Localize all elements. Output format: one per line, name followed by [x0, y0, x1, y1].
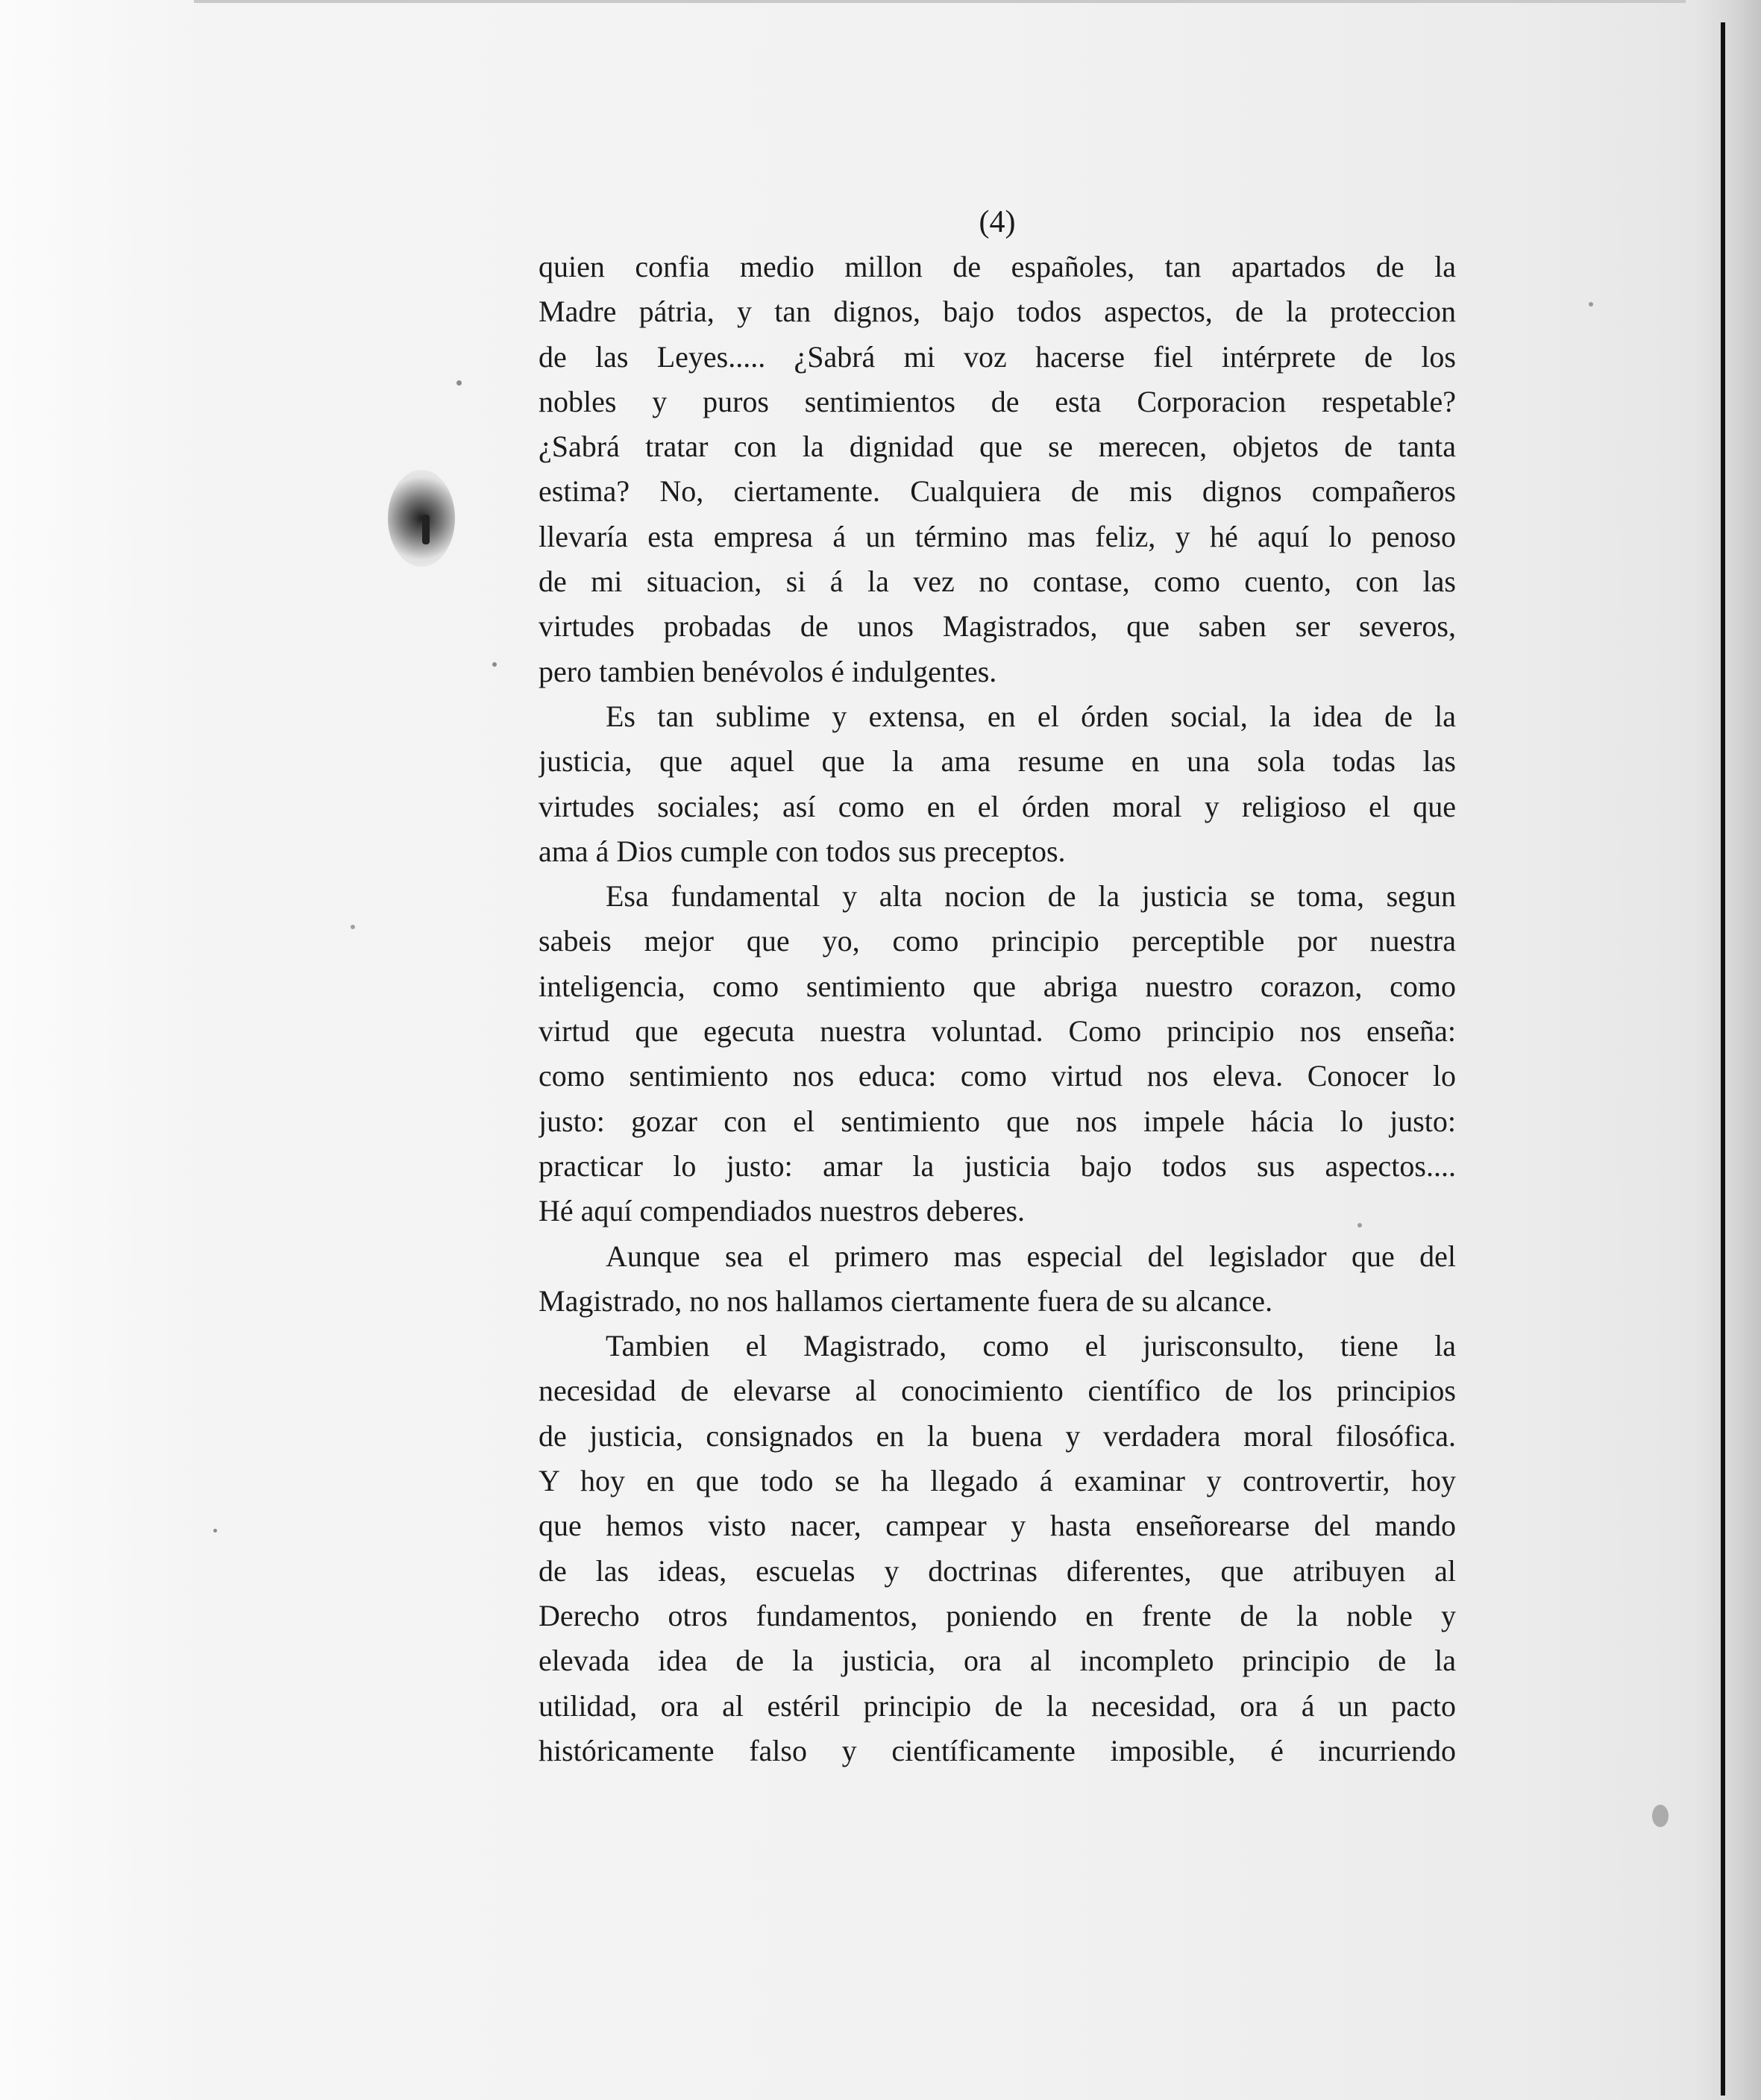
ink-speck: [1652, 1805, 1669, 1827]
text-line: Magistrado, no nos hallamos ciertamente fuera de su alcance.: [539, 1283, 1273, 1318]
text-line: elevada idea de la justicia, ora al incompleto principio de la: [539, 1644, 1456, 1678]
text-line: Derecho otros fundamentos, poniendo en frente de la noble y: [539, 1598, 1456, 1632]
ink-speck: [1589, 302, 1593, 306]
text-line: utilidad, ora al estéril principio de la necesidad, ora á un pacto: [539, 1688, 1456, 1723]
text-line: virtud que egecuta nuestra voluntad. Como principio nos enseña:: [539, 1014, 1456, 1049]
text-line: como sentimiento nos educa: como virtud nos eleva. Conocer lo: [539, 1059, 1456, 1093]
text-line: virtudes sociales; así como en el órden moral y religioso el que: [539, 789, 1456, 823]
text-line: de mi situacion, si á la vez no contase, como cuento, con las: [539, 565, 1456, 599]
text-line: inteligencia, como sentimiento que abriga nuestro corazon, como: [539, 969, 1456, 1003]
text-line: Es tan sublime y extensa, en el órden social, la idea de la: [606, 699, 1456, 733]
page-edge-shadow: [1694, 0, 1761, 2100]
text-line: de justicia, consignados en la buena y verdadera moral filosófica.: [539, 1418, 1456, 1453]
text-line: de las Leyes..... ¿Sabrá mi voz hacerse fiel intérprete de los: [539, 339, 1456, 374]
ink-speck: [213, 1529, 217, 1532]
text-line: Tambien el Magistrado, como el jurisconsulto, tiene la: [606, 1329, 1456, 1363]
text-line: ama á Dios cumple con todos sus preceptos.: [539, 834, 1066, 868]
binding-edge-line: [1721, 22, 1725, 2096]
text-line: llevaría esta empresa á un término mas feliz, y hé aquí lo penoso: [539, 519, 1456, 553]
text-line: necesidad de elevarse al conocimiento científico de los principios: [539, 1374, 1456, 1408]
text-line: Y hoy en que todo se ha llegado á examinar y controvertir, hoy: [539, 1464, 1456, 1498]
text-line: de las ideas, escuelas y doctrinas diferentes, que atribuyen al: [539, 1553, 1456, 1588]
text-line: nobles y puros sentimientos de esta Corporacion respetable?: [539, 384, 1456, 418]
text-line: históricamente falso y científicamente imposible, é incurriendo: [539, 1733, 1456, 1767]
page-number: (4): [979, 205, 1016, 239]
ink-speck: [351, 925, 355, 929]
text-line: sabeis mejor que yo, como principio perceptible por nuestra: [539, 924, 1456, 958]
text-line: pero tambien benévolos é indulgentes.: [539, 654, 997, 688]
text-line: justo: gozar con el sentimiento que nos impele hácia lo justo:: [539, 1104, 1456, 1138]
text-line: justicia, que aquel que la ama resume en una sola todas las: [539, 744, 1456, 779]
text-line: quien confia medio millon de españoles, tan apartados de la: [539, 250, 1456, 283]
text-lines: [539, 245, 1456, 1773]
text-line: estima? No, ciertamente. Cualquiera de mis dignos compañeros: [539, 474, 1456, 509]
text-line: practicar lo justo: amar la justicia bajo todos sus aspectos....: [539, 1148, 1456, 1183]
text-line: Hé aquí compendiados nuestros deberes.: [539, 1194, 1026, 1228]
ink-blot: [388, 470, 455, 567]
text-line: Esa fundamental y alta nocion de la justicia se toma, segun: [606, 879, 1456, 914]
ink-speck: [422, 515, 430, 544]
text-line: que hemos visto nacer, campear y hasta enseñorearse del mando: [539, 1509, 1456, 1543]
text-line: Aunque sea el primero mas especial del legislador que del: [606, 1239, 1456, 1273]
text-line: Madre pátria, y tan dignos, bajo todos aspectos, de la proteccion: [539, 295, 1456, 329]
document-text: [539, 200, 1456, 1773]
text-line: virtudes probadas de unos Magistrados, que saben ser severos,: [539, 609, 1456, 644]
ink-speck: [456, 380, 462, 386]
page-top-edge: [194, 0, 1686, 3]
text-line: ¿Sabrá tratar con la dignidad que se merecen, objetos de tanta: [539, 430, 1456, 464]
ink-speck: [492, 662, 497, 667]
